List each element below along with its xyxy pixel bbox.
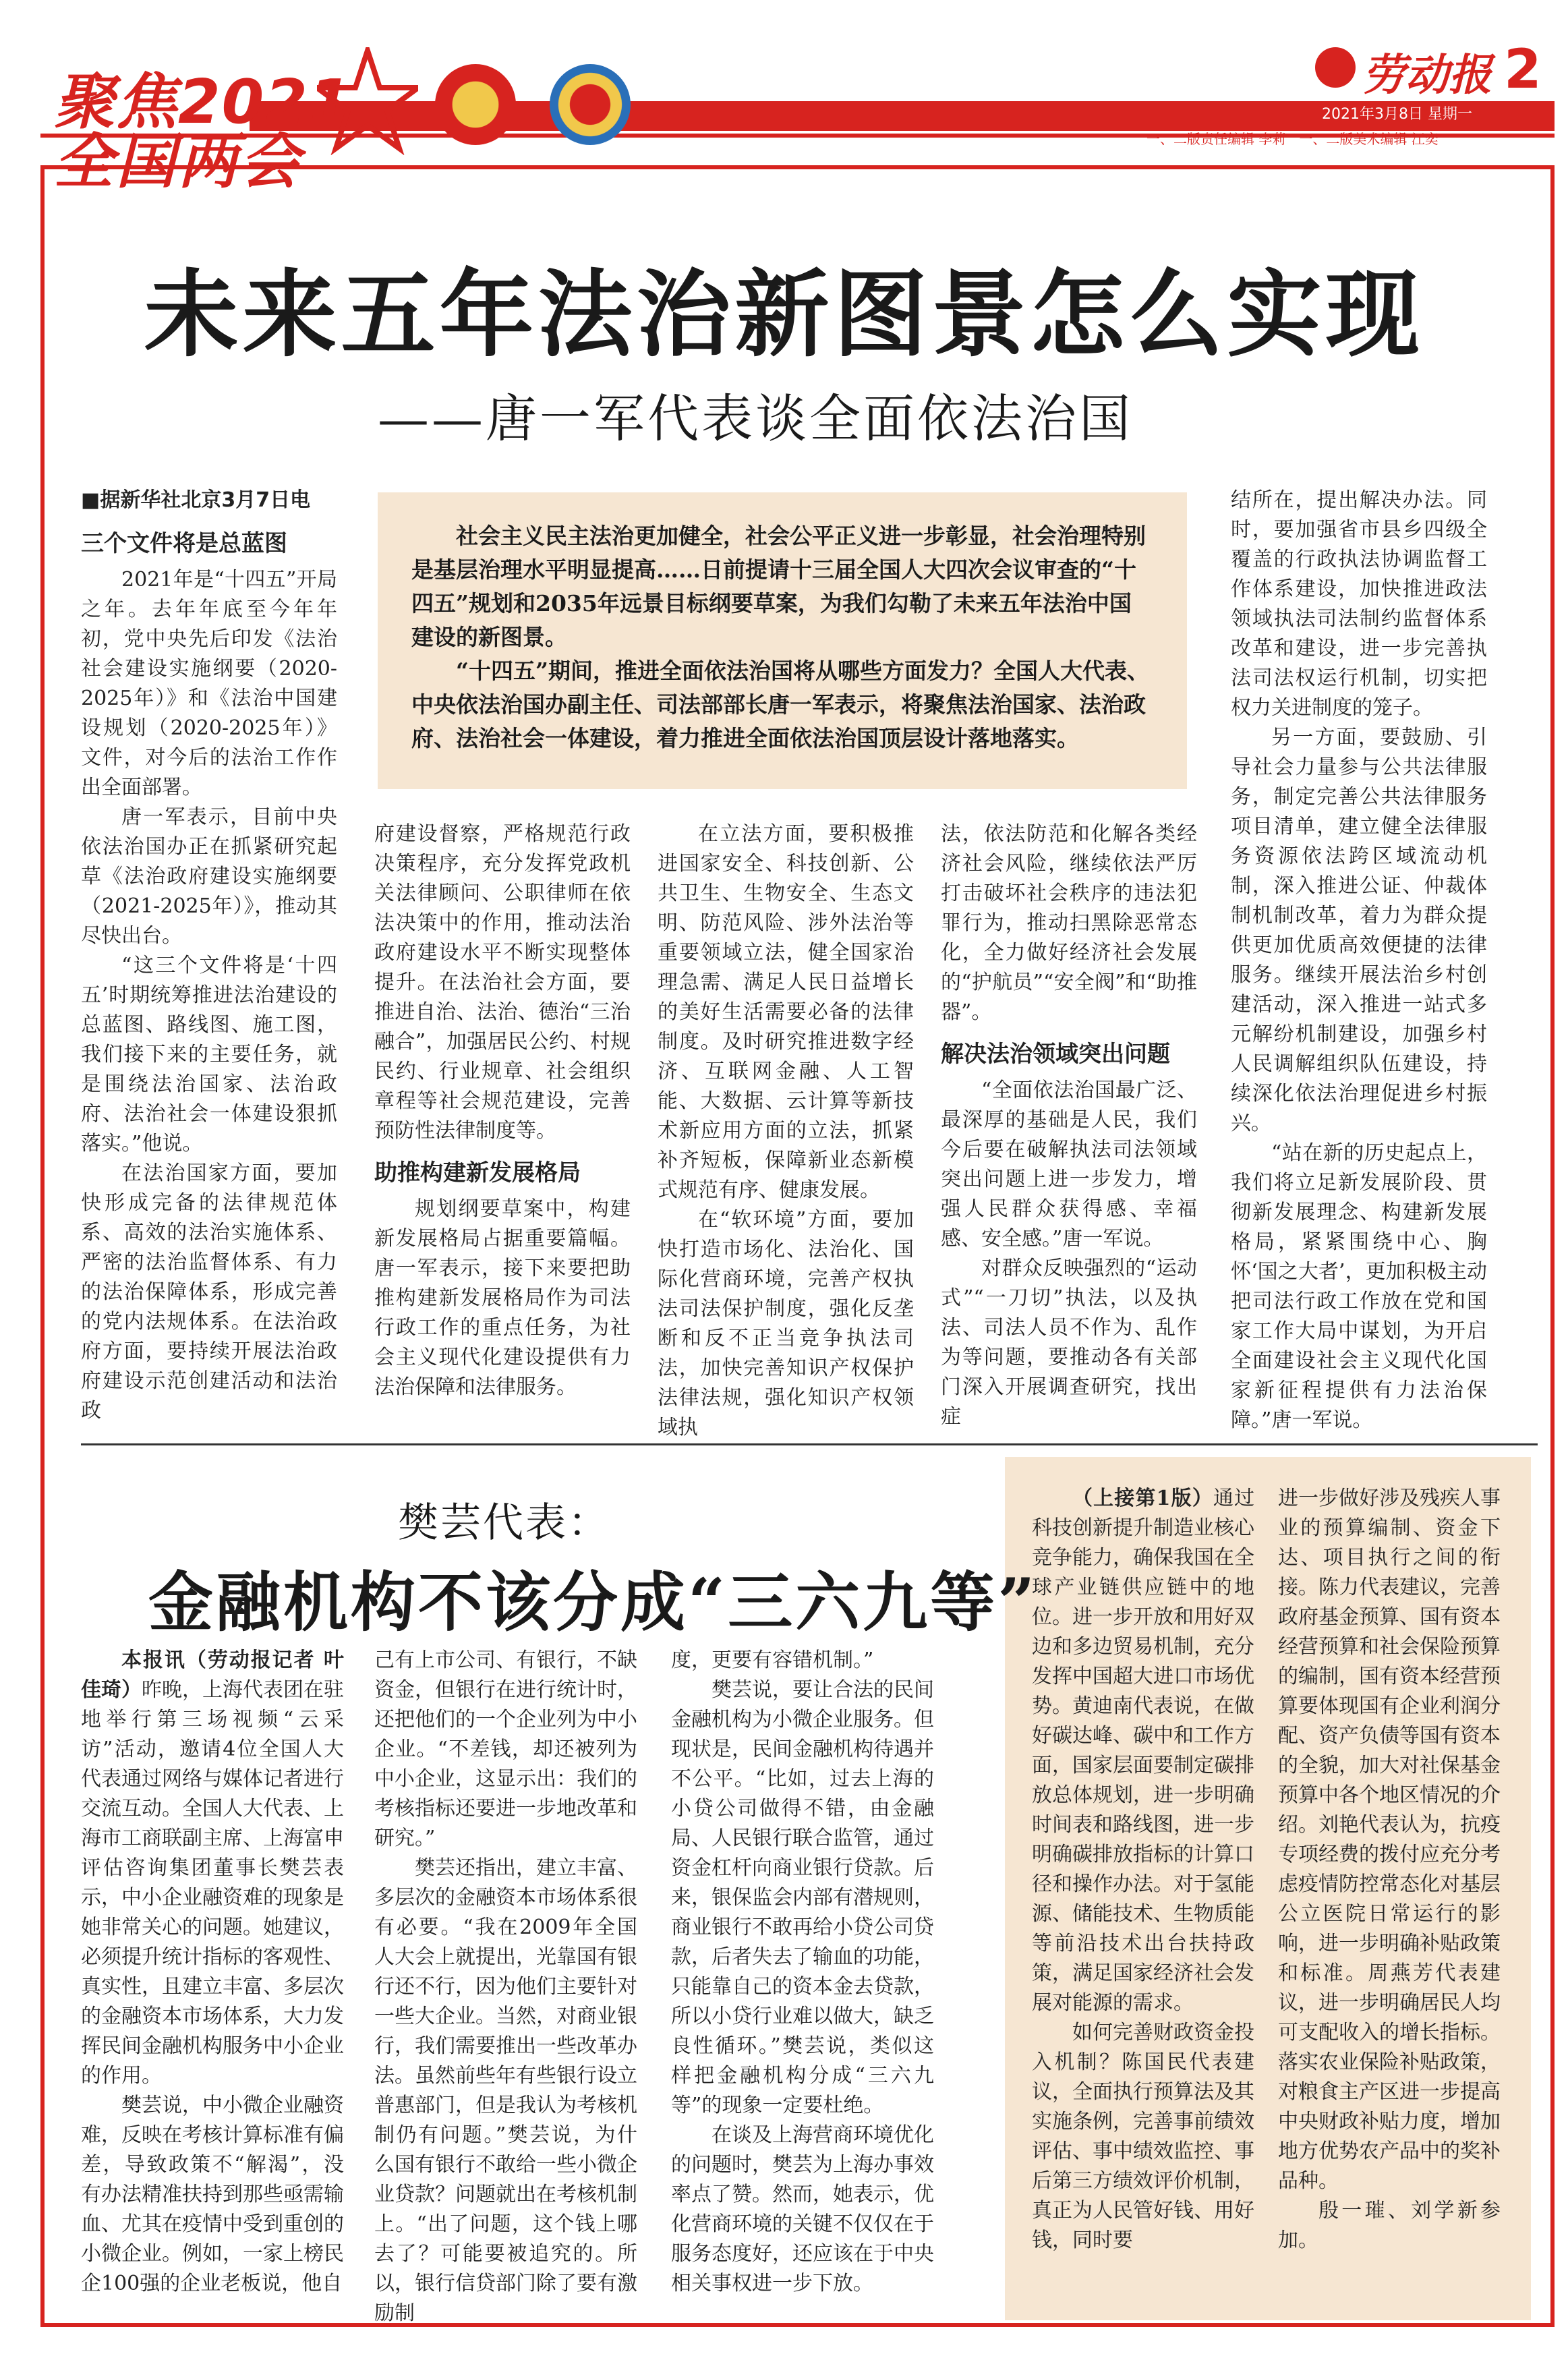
paragraph: 结所在，提出解决办法。同时，要加强省市县乡四级全覆盖的行政执法协调监督工作体系建设，加快推进政法领域执法司法制约监督体系改革和建设，进一步完善执法司法权运行机制，切实把权力关进制度的笼子。 [1231, 488, 1487, 720]
article1-abstract [378, 492, 1187, 789]
paper-name: 劳动报 [1362, 50, 1492, 100]
editors-line: 一、二版责任编辑 李莉 一、二版美术编辑 江奕 [1146, 131, 1439, 147]
article3-column-1 [1032, 1484, 1254, 2256]
paragraph: 度，更要有容错机制。” [671, 1648, 874, 1672]
page-number: 2 [1504, 38, 1542, 100]
issue-date: 2021年3月8日 星期一 [1322, 106, 1472, 123]
paragraph [81, 1646, 344, 2091]
paragraph-text: 昨晚，上海代表团在驻地举行第三场视频“云采访”活动，邀请4位全国人大代表通过网络与媒体记者进行交流互动。全国人大代表、上海市工商联副主席、上海富申评估咨询集团董事长樊芸表示，中小企业融资难的现象是她非常关心的问题。她建议，必须提升统计指标的客观性、真实性，且建立丰富、多层次的金融资本市场体系，大力发挥民间金融机构服务中小企业的作用。 [81, 1678, 344, 2088]
abstract-paragraph: 社会主义民主法治更加健全，社会公平正义进一步彰显，社会治理特别是基层治理水平明显提高……日前提请十三届全国人大四次会议审查的“十四五”规划和2035年远景目标纲要草案，为我们勾勒了未来五年法治中国建设的新图景。 [411, 523, 1146, 650]
paragraph: 进一步做好涉及残疾人事业的预算编制、资金下达、项目执行之间的衔接。陈力代表建议，完善政府基金预算、国有资本经营预算和社会保险预算的编制，国有资本经营预算要体现国有企业利润分配、资产负债等国有资本的全貌，加大对社保基金预算中各个地区情况的介绍。刘艳代表认为，抗疫专项经费的拨付应充分考虑疫情防控常态化对基层公立医院日常运行的影响，进一步明确补贴政策和标准。周燕芳代表建议，进一步明确居民人均可支配收入的增长指标。落实农业保险补贴政策，对粮食主产区进一步提高中央财政补贴力度，增加地方优势农产品中的奖补品种。 [1278, 1487, 1501, 2193]
article1-column-1 [81, 486, 337, 1426]
section-divider [81, 1443, 1538, 1445]
paragraph: 另一方面，要鼓励、引导社会力量参与公共法律服务，制定完善公共法律服务项目清单，建立健全法律服务资源依法跨区域流动机制，深入推进公证、仲裁体制机制改革，着力为群众提供更加优质高效便捷的法律服务。继续开展法治乡村创建活动，深入推进一站式多元解纷机制建设，加强乡村人民调解组织队伍建设，持续深化依法治理促进乡村振兴。 [1231, 726, 1487, 1135]
article1-column-4 [941, 820, 1197, 1432]
paragraph: 规划纲要草案中，构建新发展格局占据重要篇幅。唐一军表示，接下来要把助推构建新发展格局作为司法行政工作的重点任务，为社会主义现代化建设提供有力法治保障和法律服务。 [374, 1197, 631, 1399]
paragraph: 在“软环境”方面，要加快打造市场化、法治化、国际化营商环境，完善产权执法司法保护制度，强化反垄断和反不正当竞争执法司法，加快完善知识产权保护法律法规，强化知识产权领域执 [658, 1208, 914, 1439]
article2-title: 金融机构不该分成“三六九等” [148, 1564, 1038, 1640]
red-star-icon [317, 47, 418, 155]
paragraph: 樊芸说，要让合法的民间金融机构为小微企业服务。但现状是，民间金融机构待遇并不公平。“比如，过去上海的小贷公司做得不错，由金融局、人民银行联合监管，通过资金杠杆向商业银行贷款。后来，银保监会内部有潜规则，商业银行不敢再给小贷公司贷款，后者失去了输血的功能，只能靠自己的资本金去贷款，所以小贷行业难以做大，缺乏良性循环。”樊芸说，类似这样把金融机构分成“三六九等”的现象一定要杜绝。 [671, 1678, 934, 2117]
paragraph-text: 通过科技创新提升制造业核心竞争能力，确保我国在全球产业链供应链中的地位。进一步开放和用好双边和多边贸易机制，充分发挥中国超大进口市场优势。黄迪南代表说，在做好碳达峰、碳中和工作方面，国家层面要制定碳排放总体规划，进一步明确时间表和路线图，进一步明确碳排放指标的计算口径和操作办法。对于氢能源、储能技术、生物质能等前沿技术出台扶持政策，满足国家经济社会发展对能源的需求。 [1032, 1487, 1254, 2015]
paragraph: 如何完善财政资金投入机制？陈国民代表建议，全面执行预算法及其实施条例，完善事前绩效评估、事中绩效监控、事后第三方绩效评价机制，真正为人民管好钱、用好钱，同时要 [1032, 2021, 1254, 2252]
masthead [0, 0, 1568, 196]
paragraph: 唐一军表示，目前中央依法治国办正在抓紧研究起草《法治政府建设实施纲要（2021-2025年）》，推动其尽快出台。 [81, 805, 337, 948]
paragraph: 2021年是“十四五”开局之年。去年年底至今年年初，党中央先后印发《法治社会建设实施纲要（2020-2025年）》和《法治中国建设规划（2020-2025年）》文件，对今后的法治工作作出全面部署。 [81, 568, 337, 799]
national-emblem-icon [435, 64, 516, 145]
focus-sublabel: 全国两会 [54, 127, 303, 196]
section-heading: 解决法治领域突出问题 [941, 1041, 1170, 1068]
paper-logo-icon [1315, 47, 1356, 88]
paragraph: “站在新的历史起点上，我们将立足新发展阶段、贯彻新发展理念、构建新发展格局，紧紧围绕中心、胸怀‘国之大者’，更加积极主动把司法行政工作放在党和国家工作大局中谋划，为开启全面建设社会主义现代化国家新征程提供有力法治保障。”唐一军说。 [1231, 1141, 1487, 1432]
paragraph: 殷一璀、刘学新参加。 [1278, 2199, 1501, 2252]
article2-kicker: 樊芸代表： [398, 1499, 610, 1547]
paragraph: 樊芸说，中小微企业融资难，反映在考核计算标准有偏差，导致政策不“解渴”，没有办法精准扶持到那些亟需输血、尤其在疫情中受到重创的小微企业。例如，一家上榜民企100强的企业老板说，他自 [81, 2094, 344, 2295]
paragraph: 在法治国家方面，要加快形成完备的法律规范体系、高效的法治实施体系、严密的法治监督体系、有力的法治保障体系，形成完善的党内法规体系。在法治政府方面，要持续开展法治政府建设示范创建活动和法治政 [81, 1161, 337, 1423]
cppcc-emblem-icon [550, 64, 631, 145]
article1-column-5 [1231, 486, 1487, 1435]
article2-column-3 [671, 1646, 934, 2299]
continued-label: （上接第1版） [1072, 1487, 1213, 1510]
article2-column-1 [81, 1646, 344, 2299]
abstract-paragraph: “十四五”期间，推进全面依法治国将从哪些方面发力？全国人大代表、中央依法治国办副主任、司法部部长唐一军表示，将聚焦法治国家、法治政府、法治社会一体建设，着力推进全面依法治国顶层设计落地落实。 [411, 658, 1149, 751]
paragraph: 在谈及上海营商环境优化的问题时，樊芸为上海办事效率点了赞。然而，她表示，优化营商环境的关键不仅仅在于服务态度好，还应该在于中央相关事权进一步下放。 [671, 2123, 934, 2295]
paragraph: “全面依法治国最广泛、最深厚的基础是人民，我们今后要在破解执法司法领域突出问题上进一步发力，增强人民群众获得感、幸福感、安全感。”唐一军说。 [941, 1079, 1197, 1251]
paragraph [1032, 1484, 1254, 2018]
focus-label: 聚焦2021 [54, 67, 353, 138]
paragraph: 对群众反映强烈的“运动式”“一刀切”执法，以及执法、司法人员不作为、乱作为等问题，要推动各有关部门深入开展调查研究，找出症 [941, 1257, 1197, 1429]
paragraph: 在立法方面，要积极推进国家安全、科技创新、公共卫生、生物安全、生态文明、防范风险、涉外法治等重要领域立法，健全国家治理急需、满足人民日益增长的美好生活需要必备的法律制度。及时研究推进数字经济、互联网金融、人工智能、大数据、云计算等新技术新应用方面的立法，抓紧补齐短板，保障新业态新模式规范有序、健康发展。 [658, 822, 914, 1202]
section-heading: 助推构建新发展格局 [374, 1159, 581, 1186]
paragraph: 樊芸还指出，建立丰富、多层次的金融资本市场体系很有必要。“我在2009年全国人大会上就提出，光靠国有银行还不行，因为他们主要针对一些大企业。当然，对商业银行，我们需要推出一些改革办法。虽然前些年有些银行设立普惠部门，但是我认为考核机制仍有问题。”樊芸说，为什么国有银行不敢给一些小微企业贷款？问题就出在考核机制上。“出了问题，这个钱上哪去了？可能要被追究的。所以，银行信贷部门除了要有激励制 [374, 1856, 637, 2325]
article3-column-2 [1278, 1484, 1501, 2256]
article1-title: 未来五年法治新图景怎么实现 [144, 260, 1424, 370]
article2-byline: 本报讯（劳动报记者 叶佳琦） [81, 1648, 344, 1702]
article2-column-2 [374, 1646, 637, 2328]
article1-column-2 [374, 820, 631, 1402]
article1-column-3 [658, 820, 914, 1443]
article1-subtitle: ——唐一军代表谈全面依法治国 [378, 389, 1133, 449]
section-heading: 三个文件将是总蓝图 [81, 530, 287, 557]
paragraph: 府建设督察，严格规范行政决策程序，充分发挥党政机关法律顾问、公职律师在依法决策中的作用，推动法治政府建设水平不断实现整体提升。在法治社会方面，要推进自治、法治、德治“三治融合”，加强居民公约、村规民约、行业规章、社会组织章程等社会规范建设，完善预防性法律制度等。 [374, 822, 631, 1143]
paragraph: “这三个文件将是‘十四五’时期统筹推进法治建设的总蓝图、路线图、施工图，我们接下来的主要任务，就是围绕法治国家、法治政府、法治社会一体建设狠抓落实。”他说。 [81, 954, 337, 1155]
article1-byline: ■据新华社北京3月7日电 [81, 488, 311, 512]
paragraph: 己有上市公司、有银行，不缺资金，但银行在进行统计时，还把他们的一个企业列为中小企业。“不差钱，却还被列为中小企业，这显示出：我们的考核指标还要进一步地改革和研究。” [374, 1648, 637, 1850]
paragraph: 法，依法防范和化解各类经济社会风险，继续依法严厉打击破坏社会秩序的违法犯罪行为，推动扫黑除恶常态化，全力做好经济社会发展的“护航员”“安全阀”和“助推器”。 [941, 822, 1197, 1024]
